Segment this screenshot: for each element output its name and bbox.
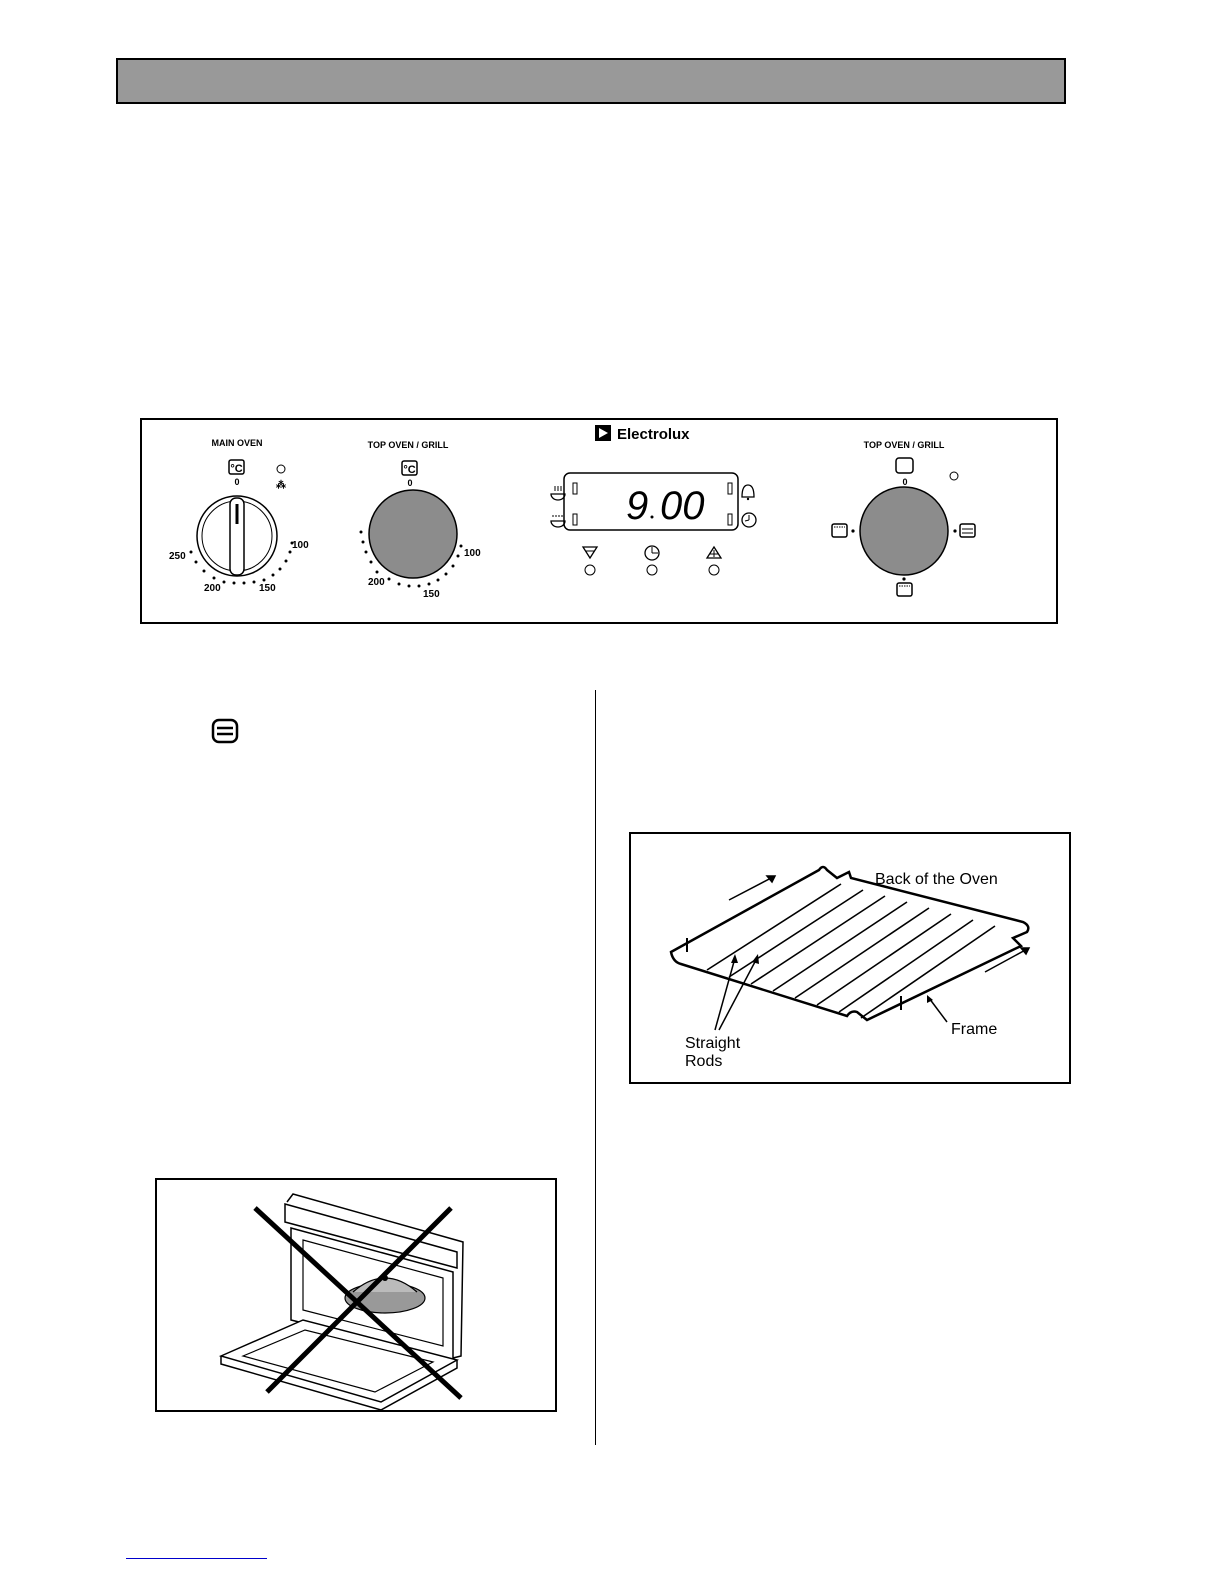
clock-function-button[interactable] [645, 546, 659, 575]
brand-name: Electrolux [617, 426, 690, 443]
cook-time-icon [551, 486, 565, 500]
top-oven-icon [832, 524, 855, 537]
bell-icon [742, 485, 754, 500]
top-oven-right-indicator-light [950, 472, 958, 480]
top-oven-right-knob[interactable] [860, 487, 948, 575]
main-oven-zero: 0 [234, 477, 240, 487]
display-hour: 9 [626, 484, 649, 528]
celsius-icon [229, 460, 244, 475]
display-minutes: 00 [660, 484, 705, 528]
frame-label: Frame [951, 1021, 998, 1038]
shelf-figure [629, 832, 1071, 1084]
grill-symbol-icon [211, 718, 239, 744]
straight-rods-label-line2: Rods [685, 1053, 723, 1070]
celsius-icon [402, 461, 417, 476]
main-oven-mark-150: 150 [259, 583, 276, 594]
svg-text:°C: °C [230, 463, 243, 475]
bottom-heat-icon [897, 577, 912, 596]
electrolux-logo [595, 425, 690, 443]
svg-text:°C: °C [403, 464, 416, 476]
top-oven-left-mark-200: 200 [368, 577, 385, 588]
clock-display [564, 473, 738, 530]
top-oven-left-mark-100: 100 [464, 548, 481, 559]
footer-link-line [126, 1558, 267, 1559]
main-oven-indicator-light [277, 465, 285, 473]
minus-button[interactable] [583, 547, 597, 575]
section-header-bar [116, 58, 1066, 104]
main-oven-mark-200: 200 [204, 583, 221, 594]
main-oven-title: MAIN OVEN [211, 438, 263, 448]
main-oven-mark-250: 250 [169, 551, 186, 562]
control-panel-diagram [140, 418, 1058, 624]
off-icon [896, 458, 913, 473]
clock-icon [742, 513, 756, 527]
column-divider [595, 690, 596, 1445]
top-oven-left-mark-150: 150 [423, 589, 440, 600]
back-of-oven-label: Back of the Oven [875, 871, 998, 888]
main-oven-mark-100: 100 [292, 540, 309, 551]
shelf-diagram-svg [631, 834, 1069, 1082]
top-oven-left-knob[interactable] [369, 490, 457, 578]
grill-full-icon [953, 524, 975, 537]
oven-door-svg [157, 1180, 555, 1410]
defrost-icon [276, 479, 286, 491]
svg-text:⁂: ⁂ [276, 480, 286, 491]
oven-door-warning-figure [155, 1178, 557, 1412]
top-oven-left-zero: 0 [407, 478, 413, 488]
top-oven-left-title: TOP OVEN / GRILL [367, 440, 449, 450]
straight-rods-label-line1: Straight [685, 1035, 741, 1052]
end-time-icon [551, 516, 565, 527]
main-oven-knob[interactable] [197, 496, 277, 576]
plus-button[interactable] [707, 547, 721, 575]
top-oven-right-zero: 0 [902, 477, 908, 487]
top-oven-right-title: TOP OVEN / GRILL [863, 440, 945, 450]
control-panel-svg [142, 420, 1056, 622]
